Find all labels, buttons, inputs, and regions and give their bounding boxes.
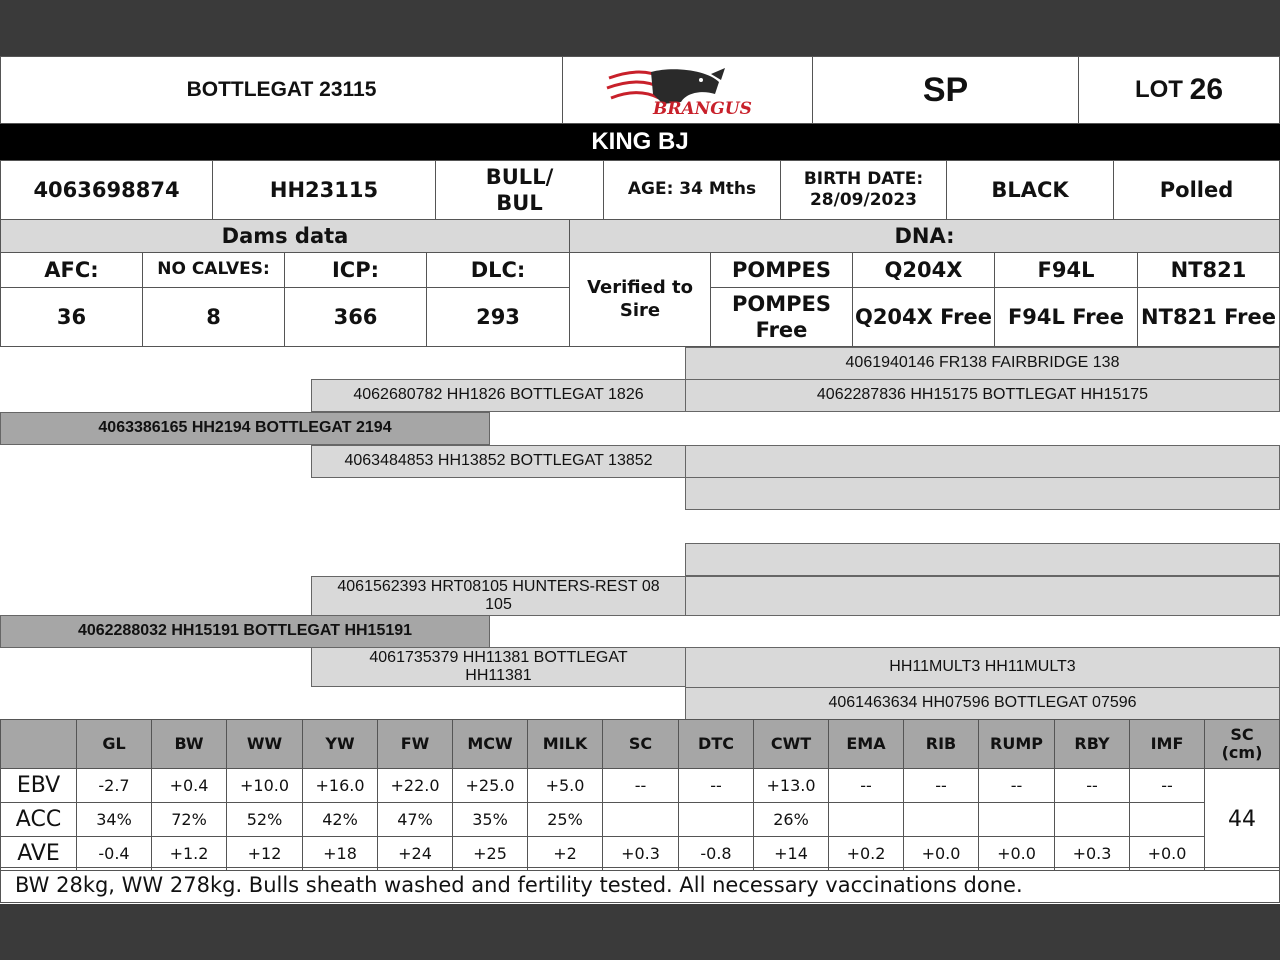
pedigree-sire-sire-sire-text: 4061940146 FR138 FAIRBRIDGE 138 (845, 354, 1120, 372)
ebv-cell (527, 802, 603, 837)
ebv-cell (978, 802, 1055, 837)
ebv-header-dtc (678, 719, 754, 769)
dna-result-f94l-text: F94L Free (1007, 304, 1125, 329)
dams-header-dlc-text: DLC: (470, 257, 526, 282)
ebv-cell (151, 802, 227, 837)
ebv-row-label-acc (0, 802, 77, 837)
ebv-header-label: MILK (542, 733, 588, 753)
ebv-cell (753, 836, 829, 871)
dams-header-icp-text: ICP: (331, 257, 379, 282)
ebv-header-label: IMF (1150, 733, 1184, 753)
ebv-cell (828, 836, 904, 871)
id-number-cell (0, 160, 213, 220)
ebv-header-mcw (452, 719, 528, 769)
ebv-cell-value: +24 (398, 844, 432, 863)
ebv-header-label: EMA (846, 733, 886, 753)
ebv-header-bw (151, 719, 227, 769)
ebv-cell (678, 768, 754, 803)
ebv-cell-value: +13.0 (766, 776, 816, 795)
lot-label: LOT (1134, 76, 1183, 103)
dna-result-nt821-text: NT821 Free (1141, 304, 1276, 329)
ebv-cell-value: -- (710, 776, 722, 795)
dams-value-calves (142, 287, 285, 347)
ebv-cell (1129, 768, 1205, 803)
ebv-header-sc-cm (1204, 719, 1280, 769)
dna-test-f94l-text: F94L (1037, 257, 1095, 282)
ebv-cell-value: 25% (547, 810, 583, 829)
pedigree-dam-sire-sire (685, 543, 1280, 576)
ebv-cell (602, 836, 679, 871)
dna-test-pompes (710, 252, 853, 288)
sex-cell (435, 160, 604, 220)
ebv-cell-value: -- (1086, 776, 1098, 795)
ebv-cell-value: 52% (246, 810, 283, 829)
dna-test-pompes-text: POMPES (731, 257, 831, 282)
pedigree-dam-dam-sire (685, 647, 1280, 688)
footer-notes-text: BW 28kg, WW 278kg. Bulls sheath washed and fertility tested. All necessary vaccinations done. (15, 873, 1023, 897)
ebv-row-label-text: EBV (16, 773, 61, 798)
ebv-cell-value: +0.0 (921, 844, 961, 863)
pedigree-sire-dam-dam (685, 477, 1280, 510)
ebv-header-gl (76, 719, 152, 769)
id-number: 4063698874 (33, 177, 180, 202)
ebv-cell-value: -- (935, 776, 947, 795)
name-bar (0, 124, 1280, 160)
ebv-cell-value: +0.4 (169, 776, 209, 795)
ebv-cell-value: 34% (96, 810, 132, 829)
ebv-cell (302, 836, 378, 871)
dams-data-title (0, 219, 570, 253)
ebv-cell (452, 836, 528, 871)
ebv-cell-value: +16.0 (315, 776, 365, 795)
dna-test-nt821 (1137, 252, 1280, 288)
ebv-cell (903, 836, 979, 871)
ebv-header-label: BW (174, 733, 204, 753)
ebv-header-sc-line2: (cm) (1221, 743, 1263, 762)
dams-header-afc (0, 252, 143, 288)
ebv-header-label: DTC (698, 733, 734, 753)
ebv-cell-value: -- (1161, 776, 1173, 795)
dna-result-nt821 (1137, 287, 1280, 347)
ebv-header-yw (302, 719, 378, 769)
ebv-cell (452, 802, 528, 837)
ebv-header-label: RUMP (990, 733, 1043, 753)
ebv-cell-value: +0.0 (1147, 844, 1187, 863)
pedigree-dam-text: 4062288032 HH15191 BOTTLEGAT HH15191 (77, 622, 413, 640)
ebv-header-label: MCW (467, 733, 513, 753)
ebv-cell-value: +0.3 (621, 844, 660, 863)
ebv-cell (527, 836, 603, 871)
pedigree-sire-text: 4063386165 HH2194 BOTTLEGAT 2194 (98, 419, 392, 437)
ebv-cell (452, 768, 528, 803)
pedigree-dam-dam (311, 647, 686, 687)
pedigree-sire-sire-dam-text: 4062287836 HH15175 BOTTLEGAT HH15175 (816, 386, 1149, 404)
ebv-cell (377, 836, 453, 871)
dams-value-dlc (426, 287, 570, 347)
sex-line2: BUL (496, 191, 543, 215)
ebv-cell-value: +25 (473, 844, 507, 863)
bull-logo-icon (603, 64, 773, 116)
ebv-header-label: WW (246, 733, 283, 753)
ebv-header-label: RBY (1074, 733, 1110, 753)
ebv-sc-value: 44 (1228, 807, 1256, 832)
ebv-cell (828, 768, 904, 803)
herd-code-cell (212, 160, 436, 220)
pedigree-sire-sire (311, 379, 686, 412)
ebv-cell-value: +18 (323, 844, 357, 863)
birth-date: 28/09/2023 (809, 190, 918, 210)
dams-value-afc-text: 36 (56, 304, 87, 329)
ebv-cell (226, 768, 303, 803)
dams-header-afc-text: AFC: (44, 257, 99, 282)
ebv-cell (828, 802, 904, 837)
ebv-header-label: FW (400, 733, 430, 753)
ebv-cell (76, 836, 152, 871)
sex-line1: BULL/ (485, 164, 554, 189)
ebv-cell (76, 768, 152, 803)
ebv-cell-value: -0.4 (98, 844, 130, 863)
dams-value-dlc-text: 293 (476, 304, 520, 329)
dna-title-text: DNA: (894, 223, 955, 248)
ebv-cell (1054, 836, 1130, 871)
ebv-cell (76, 802, 152, 837)
ebv-cell-value: +2 (553, 844, 577, 863)
ebv-cell (978, 836, 1055, 871)
ebv-row-label-text: AVE (17, 841, 60, 866)
ebv-cell (527, 768, 603, 803)
ebv-cell-value: 42% (322, 810, 358, 829)
ebv-cell-value: +12 (247, 844, 282, 863)
ebv-cell (978, 768, 1055, 803)
ebv-header-rby (1054, 719, 1130, 769)
ebv-cell-value: +25.0 (465, 776, 515, 795)
ebv-cell-value: +1.2 (169, 844, 209, 863)
ebv-cell-value: -- (634, 776, 647, 795)
ebv-cell-value: +22.0 (390, 776, 440, 795)
ebv-cell (377, 802, 453, 837)
ebv-header-corner (0, 719, 77, 769)
ebv-cell-value: -2.7 (98, 776, 130, 795)
birth-date-cell (780, 160, 947, 220)
dams-header-dlc (426, 252, 570, 288)
pedigree-sire-sire-text: 4062680782 HH1826 BOTTLEGAT 1826 (353, 386, 644, 404)
dna-result-pompes-line2: Free (755, 318, 808, 342)
dams-header-icp (284, 252, 427, 288)
ebv-cell (1129, 836, 1205, 871)
pedigree-dam-dam-dam (685, 687, 1280, 720)
dams-data-title-text: Dams data (221, 223, 349, 248)
ebv-header-label: SC (628, 733, 653, 753)
ebv-cell-value: +0.3 (1072, 844, 1112, 863)
ebv-cell (903, 802, 979, 837)
dams-value-calves-text: 8 (206, 304, 221, 329)
ebv-cell-value: +10.0 (239, 776, 290, 795)
pedigree-dam (0, 615, 490, 648)
ebv-header-ww (226, 719, 303, 769)
dna-verified-line2: Sire (619, 299, 661, 321)
colour-text: BLACK (991, 177, 1069, 202)
ebv-cell (377, 768, 453, 803)
ebv-header-label: CWT (770, 733, 812, 753)
age-cell (603, 160, 781, 220)
dna-test-f94l (994, 252, 1138, 288)
dna-test-nt821-text: NT821 (1170, 257, 1247, 282)
herd-code: HH23115 (269, 177, 379, 202)
ebv-cell (151, 768, 227, 803)
ebv-cell (1054, 802, 1130, 837)
pedigree-dam-dam-line2: HH11381 (465, 667, 532, 684)
ebv-cell (1129, 802, 1205, 837)
pedigree-sire-sire-sire (685, 347, 1280, 380)
ebv-cell (302, 768, 378, 803)
animal-name-text: BOTTLEGAT 23115 (186, 78, 377, 101)
footer-notes (0, 867, 1280, 903)
birth-date-label: BIRTH DATE: (803, 168, 924, 189)
dna-verified-line1: Verified to (587, 277, 693, 298)
ebv-header-rump (978, 719, 1055, 769)
ebv-header-sc-line1: SC (1230, 724, 1254, 744)
ebv-row-label-ebv (0, 768, 77, 803)
dna-test-q204x-text: Q204X (884, 257, 963, 282)
pedigree-dam-dam-dam-text: 4061463634 HH07596 BOTTLEGAT 07596 (828, 694, 1137, 712)
age-text: AGE: 34 Mths (627, 179, 757, 200)
ebv-cell-value: -- (860, 776, 872, 795)
dna-verified-cell (569, 252, 711, 347)
pedigree-sire-dam (311, 445, 686, 478)
ebv-cell-value: +0.0 (997, 844, 1036, 863)
ebv-header-cwt (753, 719, 829, 769)
ebv-cell-value: +0.2 (846, 844, 886, 863)
ebv-header-sc (602, 719, 679, 769)
pedigree-dam-dam-line1: 4061735379 HH11381 BOTTLEGAT (369, 648, 628, 666)
ebv-cell (1054, 768, 1130, 803)
brangus-logo (562, 56, 813, 124)
pedigree-dam-sire-line1: 4061562393 HRT08105 HUNTERS-REST 08 (337, 577, 660, 595)
dams-header-calves-text: NO CALVES: (157, 259, 270, 280)
grade-box (812, 56, 1079, 124)
dna-result-pompes-line1: POMPES (731, 291, 831, 316)
name-bar-text: KING BJ (591, 128, 689, 155)
lot-number: 26 (1189, 73, 1224, 106)
animal-name (0, 56, 563, 124)
ebv-row-label-ave (0, 836, 77, 871)
ebv-header-label: GL (102, 733, 126, 753)
ebv-cell (151, 836, 227, 871)
ebv-cell (602, 768, 679, 803)
ebv-cell (753, 768, 829, 803)
ebv-cell-value: 26% (773, 810, 809, 829)
ebv-cell-value: 72% (171, 810, 207, 829)
dna-test-q204x (852, 252, 995, 288)
ebv-cell (678, 836, 754, 871)
ebv-cell (602, 802, 679, 837)
ebv-cell-value: +5.0 (545, 776, 585, 795)
dams-value-afc (0, 287, 143, 347)
pedigree-sire-sire-dam (685, 379, 1280, 412)
ebv-header-rib (903, 719, 979, 769)
pedigree-dam-dam-sire-text: HH11MULT3 HH11MULT3 (889, 658, 1076, 676)
ebv-header-label: RIB (925, 733, 957, 753)
ebv-cell-value: 47% (397, 810, 433, 829)
pedigree-dam-sire-dam (685, 576, 1280, 616)
dna-result-f94l (994, 287, 1138, 347)
horn-text: Polled (1159, 177, 1234, 202)
ebv-cell-value: -0.8 (700, 844, 732, 863)
ebv-header-milk (527, 719, 603, 769)
dams-header-calves (142, 252, 285, 288)
dams-value-icp (284, 287, 427, 347)
ebv-cell (678, 802, 754, 837)
ebv-header-fw (377, 719, 453, 769)
lot-box (1078, 56, 1280, 124)
pedigree-sire (0, 412, 490, 445)
ebv-cell (903, 768, 979, 803)
logo-text: BRANGUS (652, 99, 752, 116)
ebv-cell-value: -- (1010, 776, 1023, 795)
dna-result-q204x (852, 287, 995, 347)
dna-result-pompes (710, 287, 853, 347)
dna-title (569, 219, 1280, 253)
lot-card (0, 56, 1280, 904)
dams-value-icp-text: 366 (333, 304, 378, 329)
ebv-cell (226, 802, 303, 837)
pedigree-dam-sire-line2: 105 (485, 596, 512, 613)
ebv-cell-value: 35% (472, 810, 508, 829)
ebv-header-imf (1129, 719, 1205, 769)
pedigree-dam-sire (311, 576, 686, 616)
colour-cell (946, 160, 1114, 220)
ebv-cell (226, 836, 303, 871)
ebv-cell (753, 802, 829, 837)
dna-result-q204x-text: Q204X Free (854, 304, 993, 329)
ebv-row-label-text: ACC (15, 807, 62, 832)
grade-text: SP (922, 70, 969, 109)
pedigree-sire-dam-sire (685, 445, 1280, 478)
ebv-header-ema (828, 719, 904, 769)
ebv-cell (302, 802, 378, 837)
ebv-header-label: YW (325, 733, 355, 753)
pedigree-sire-dam-text: 4063484853 HH13852 BOTTLEGAT 13852 (344, 452, 653, 470)
ebv-sc-value-cell (1204, 768, 1280, 871)
ebv-cell-value: +14 (774, 844, 808, 863)
horn-cell (1113, 160, 1280, 220)
